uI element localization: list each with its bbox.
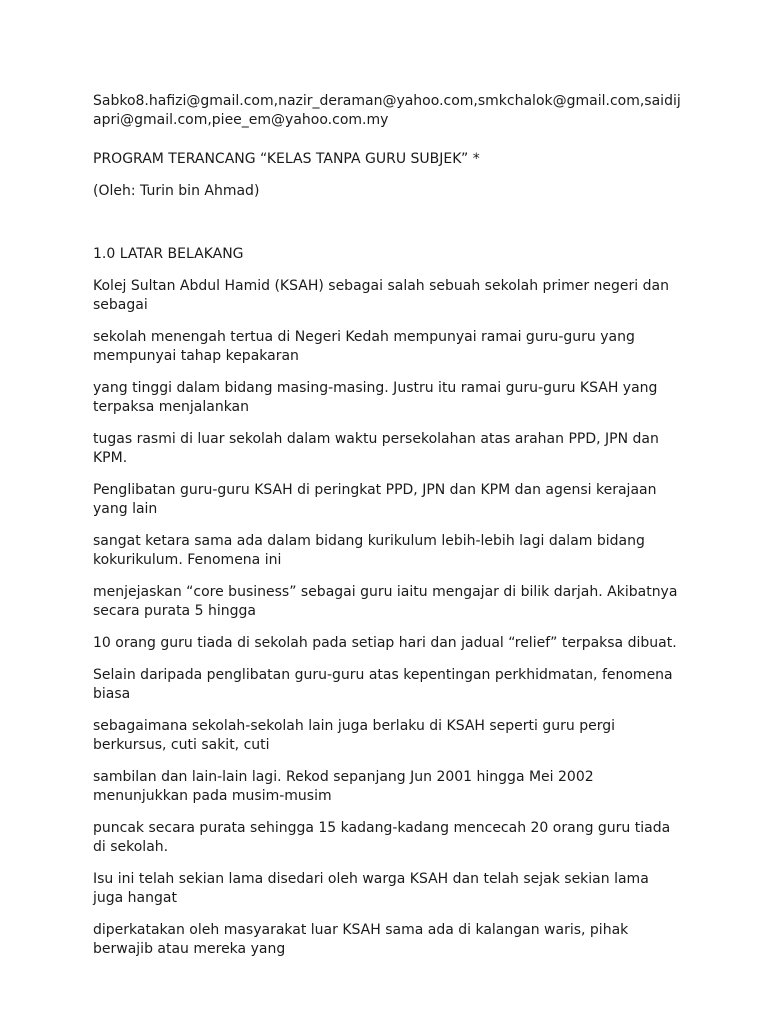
paragraph: sambilan dan lain-lain lagi. Rekod sepanjang Jun 2001 hingga Mei 2002 menunjukkan pada musim-musim	[93, 769, 594, 804]
paragraph: Penglibatan guru-guru KSAH di peringkat PPD, JPN dan KPM dan agensi kerajaan yang lain	[93, 482, 657, 517]
paragraph: tugas rasmi di luar sekolah dalam waktu persekolahan atas arahan PPD, JPN dan KPM.	[93, 431, 659, 466]
section-heading: 1.0 LATAR BELAKANG	[93, 246, 244, 262]
paragraph: 10 orang guru tiada di sekolah pada setiap hari dan jadual “relief” terpaksa dibuat.	[93, 635, 677, 651]
paragraph: sangat ketara sama ada dalam bidang kurikulum lebih-lebih lagi dalam bidang kokurikulum. Fenomena ini	[93, 533, 645, 568]
email-list: Sabko8.hafizi@gmail.com,nazir_deraman@yahoo.com,smkchalok@gmail.com,saidijapri@gmail.com,piee_em@yahoo.com.my	[93, 93, 681, 128]
paragraph: puncak secara purata sehingga 15 kadang-kadang mencecah 20 orang guru tiada di sekolah.	[93, 820, 671, 855]
paragraph: diperkatakan oleh masyarakat luar KSAH sama ada di kalangan waris, pihak berwajib atau mereka yang	[93, 922, 629, 957]
paragraph: sebagaimana sekolah-sekolah lain juga berlaku di KSAH seperti guru pergi berkursus, cuti sakit, cuti	[93, 718, 616, 753]
document-body	[93, 92, 683, 972]
paragraph: yang tinggi dalam bidang masing-masing. Justru itu ramai guru-guru KSAH yang terpaksa menjalankan	[93, 380, 658, 415]
document-title: PROGRAM TERANCANG “KELAS TANPA GURU SUBJEK” *	[93, 151, 480, 167]
paragraph: menjejaskan “core business” sebagai guru iaitu mengajar di bilik darjah. Akibatnya secara purata 5 hingga	[93, 584, 678, 619]
paragraph: Isu ini telah sekian lama disedari oleh warga KSAH dan telah sejak sekian lama juga hangat	[93, 871, 649, 906]
paragraph: sekolah menengah tertua di Negeri Kedah mempunyai ramai guru-guru yang mempunyai tahap kepakaran	[93, 329, 635, 364]
author-line: (Oleh: Turin bin Ahmad)	[93, 183, 260, 199]
paragraph: Kolej Sultan Abdul Hamid (KSAH) sebagai salah sebuah sekolah primer negeri dan sebagai	[93, 278, 669, 313]
paragraph: Selain daripada penglibatan guru-guru atas kepentingan perkhidmatan, fenomena biasa	[93, 667, 673, 702]
